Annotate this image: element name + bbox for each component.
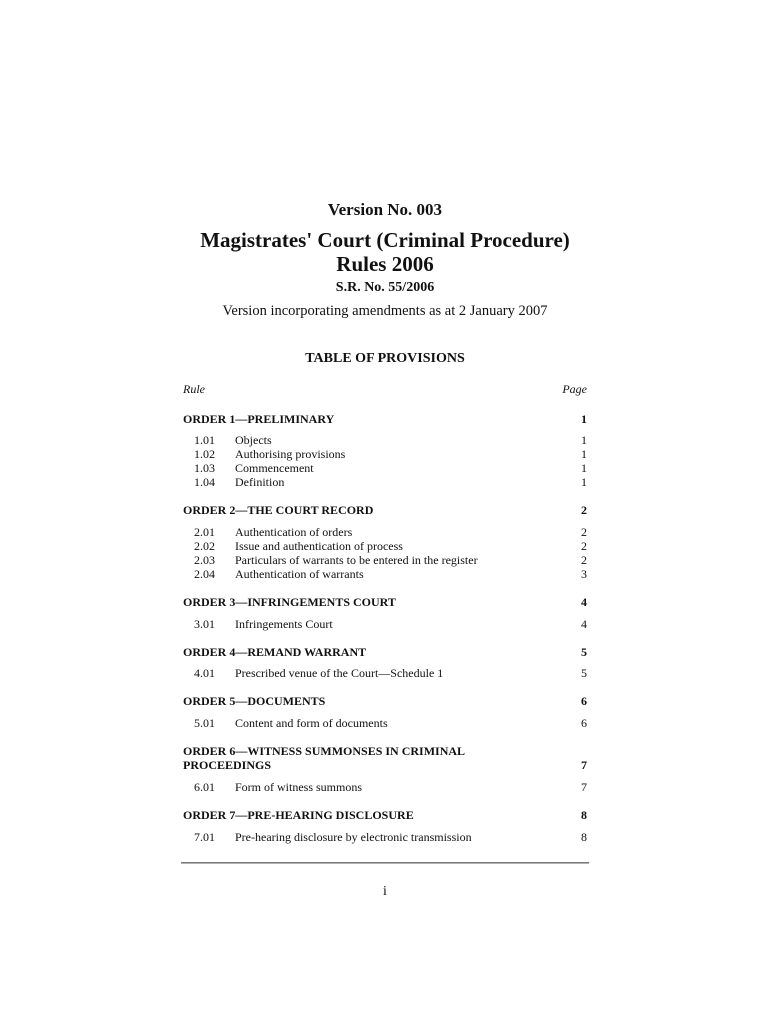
rule-page: 2 bbox=[581, 553, 587, 567]
order-page: 5 bbox=[581, 645, 587, 659]
rule-page: 2 bbox=[581, 525, 587, 539]
rule-title: Authorising provisions bbox=[235, 447, 346, 461]
rule-number: 2.02 bbox=[194, 539, 215, 553]
order-title: ORDER 3—INFRINGEMENTS COURT bbox=[183, 595, 396, 609]
toc-rule-entry[interactable] bbox=[183, 666, 587, 680]
toc-rule-entry[interactable] bbox=[183, 716, 587, 730]
order-title: ORDER 1—PRELIMINARY bbox=[183, 412, 335, 426]
rule-number: 2.04 bbox=[194, 567, 215, 581]
rule-page: 6 bbox=[581, 716, 587, 730]
toc-rule-entry[interactable] bbox=[183, 567, 587, 581]
version-number: Version No. 003 bbox=[327, 200, 443, 219]
rule-title: Issue and authentication of process bbox=[235, 539, 403, 553]
rule-title: Authentication of orders bbox=[235, 525, 353, 539]
rule-title: Authentication of warrants bbox=[235, 567, 364, 581]
rule-page: 5 bbox=[581, 666, 587, 680]
toc-rule-entry[interactable] bbox=[183, 461, 587, 475]
rule-number: 3.01 bbox=[194, 617, 215, 631]
order-page: 7 bbox=[581, 758, 587, 772]
order-page: 4 bbox=[581, 595, 587, 609]
order-title: ORDER 4—REMAND WARRANT bbox=[183, 645, 367, 659]
page-number: i bbox=[383, 884, 387, 899]
rule-number: 1.01 bbox=[194, 433, 215, 447]
order-heading[interactable] bbox=[183, 412, 587, 426]
toc-rule-entry[interactable] bbox=[183, 447, 587, 461]
rule-page: 1 bbox=[581, 447, 587, 461]
toc-rule-entry[interactable] bbox=[183, 539, 587, 553]
rule-page: 1 bbox=[581, 433, 587, 447]
rule-number: 4.01 bbox=[194, 666, 215, 680]
rule-title: Infringements Court bbox=[235, 617, 333, 631]
footer-divider bbox=[181, 862, 589, 864]
rule-number: 1.03 bbox=[194, 461, 215, 475]
order-title: ORDER 7—PRE-HEARING DISCLOSURE bbox=[183, 808, 414, 822]
order-heading[interactable] bbox=[183, 744, 587, 772]
toc-rule-entry[interactable] bbox=[183, 830, 587, 844]
rule-number: 5.01 bbox=[194, 716, 215, 730]
rule-page: 2 bbox=[581, 539, 587, 553]
order-heading[interactable] bbox=[183, 808, 587, 822]
toc-rule-entry[interactable] bbox=[183, 433, 587, 447]
rule-page: 1 bbox=[581, 461, 587, 475]
order-page: 6 bbox=[581, 694, 587, 708]
rule-number: 2.03 bbox=[194, 553, 215, 567]
order-heading[interactable] bbox=[183, 503, 587, 517]
column-page-label: Page bbox=[562, 382, 587, 396]
toc-rule-entry[interactable] bbox=[183, 617, 587, 631]
toc-rule-entry[interactable] bbox=[183, 553, 587, 567]
order-page: 8 bbox=[581, 808, 587, 822]
rule-title: Content and form of documents bbox=[235, 716, 388, 730]
order-page: 2 bbox=[581, 503, 587, 517]
rule-page: 3 bbox=[581, 567, 587, 581]
rule-title: Commencement bbox=[235, 461, 314, 475]
rule-page: 4 bbox=[581, 617, 587, 631]
order-title: ORDER 6—WITNESS SUMMONSES IN CRIMINAL PROCEEDINGS bbox=[183, 744, 465, 772]
title-line-1: Magistrates' Court (Criminal Procedure) bbox=[200, 228, 570, 252]
rule-title: Prescribed venue of the Court—Schedule 1 bbox=[235, 666, 444, 680]
order-page: 1 bbox=[581, 412, 587, 426]
rule-title: Objects bbox=[235, 433, 272, 447]
toc-rule-entry[interactable] bbox=[183, 525, 587, 539]
rule-number: 6.01 bbox=[194, 780, 215, 794]
rule-title: Definition bbox=[235, 475, 285, 489]
rule-number: 1.04 bbox=[194, 475, 215, 489]
rule-title: Pre-hearing disclosure by electronic transmission bbox=[235, 830, 472, 844]
rule-page: 7 bbox=[581, 780, 587, 794]
sr-number: S.R. No. 55/2006 bbox=[335, 280, 435, 295]
document-title bbox=[0, 228, 770, 276]
rule-number: 1.02 bbox=[194, 447, 215, 461]
toc-rule-entry[interactable] bbox=[183, 780, 587, 794]
rule-title: Form of witness summons bbox=[235, 780, 363, 794]
order-heading[interactable] bbox=[183, 694, 587, 708]
order-heading[interactable] bbox=[183, 645, 587, 659]
toc-rule-entry[interactable] bbox=[183, 475, 587, 489]
toc-column-headers bbox=[183, 382, 587, 397]
rule-page: 1 bbox=[581, 475, 587, 489]
order-title: ORDER 5—DOCUMENTS bbox=[183, 694, 326, 708]
rule-page: 8 bbox=[581, 830, 587, 844]
order-heading[interactable] bbox=[183, 595, 587, 609]
column-rule-label: Rule bbox=[183, 382, 205, 396]
rule-number: 7.01 bbox=[194, 830, 215, 844]
incorporating-note: Version incorporating amendments as at 2 January 2007 bbox=[222, 303, 548, 319]
rule-title: Particulars of warrants to be entered in the register bbox=[235, 553, 478, 567]
rule-number: 2.01 bbox=[194, 525, 215, 539]
order-title: ORDER 2—THE COURT RECORD bbox=[183, 503, 374, 517]
title-line-2: Rules 2006 bbox=[336, 252, 434, 276]
toc-heading: TABLE OF PROVISIONS bbox=[305, 351, 465, 366]
